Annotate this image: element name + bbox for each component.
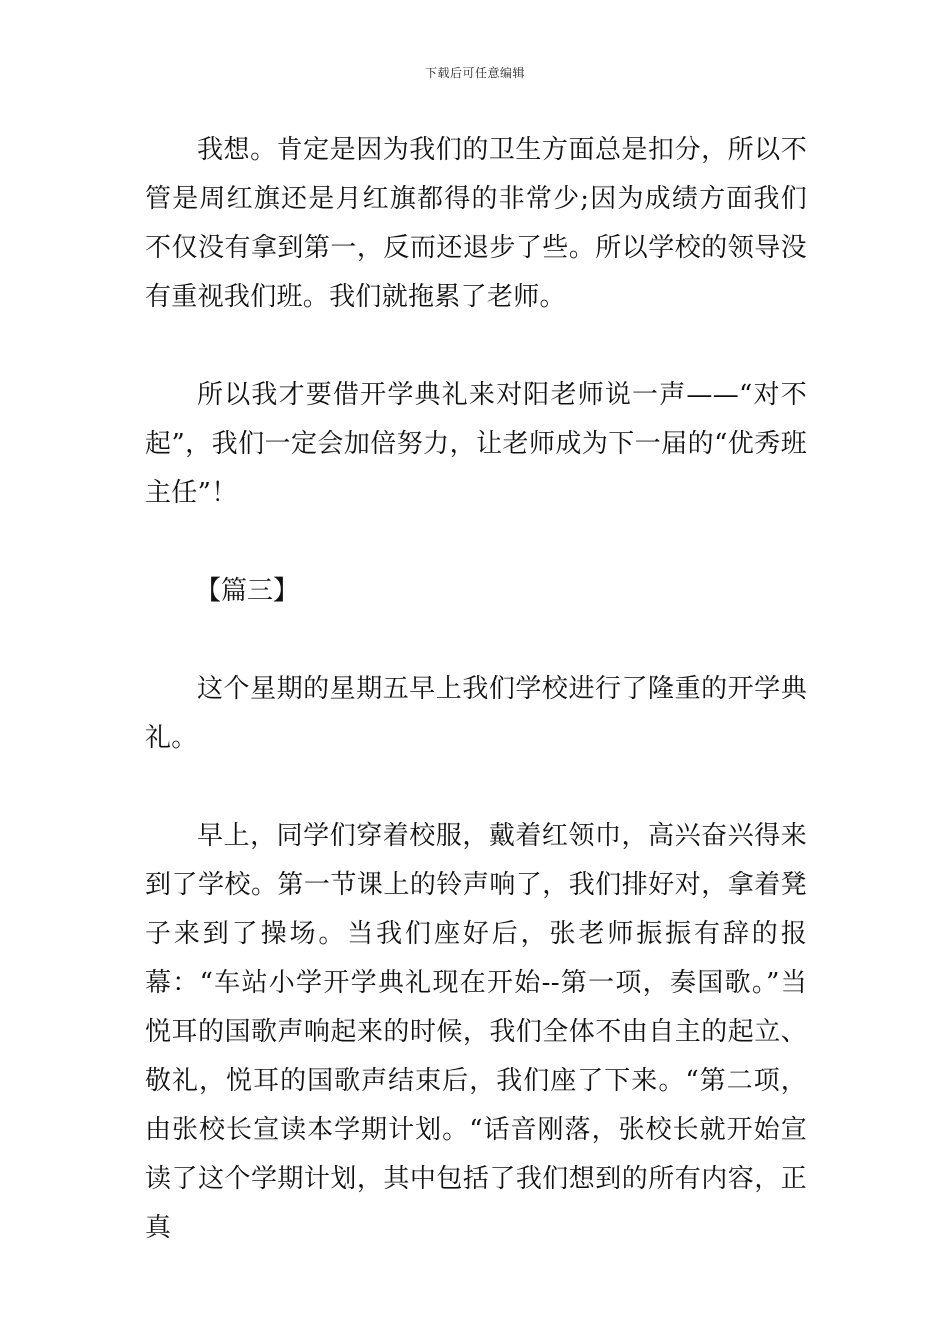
- paragraph-4: 早上，同学们穿着校服，戴着红领巾，高兴奋兴得来到了学校。第一节课上的铃声响了，我们排好对，拿着凳子来到了操场。当我们座好后，张老师振振有辞的报幕：“车站小学开学典礼现在开始--第一项，奏国歌。”当悦耳的国歌声响起来的时候，我们全体不由自主的起立、敬礼，悦耳的国歌声结束后，我们座了下来。“第二项，由张校长宣读本学期计划。“话音刚落，张校长就开始宣读了这个学期计划，其中包括了我们想到的所有内容，正真: [145, 821, 807, 1243]
- paragraph-gap: [145, 763, 807, 812]
- section-heading: 【篇三】: [195, 576, 300, 606]
- paragraph-1: 我想。肯定是因为我们的卫生方面总是扣分，所以不管是周红旗还是月红旗都得的非常少;因为成绩方面我们不仅没有拿到第一，反而还退步了些。所以学校的领导没有重视我们班。我们就拖累了老师。: [145, 135, 807, 312]
- paragraph-gap: [145, 518, 807, 567]
- paragraph-gap: [145, 322, 807, 371]
- document-body: [145, 126, 807, 1253]
- paragraph-gap: [145, 616, 807, 665]
- paragraph-3: 这个星期的星期五早上我们学校进行了隆重的开学典礼。: [145, 674, 807, 753]
- page-header: 下载后可任意编辑: [424, 66, 525, 80]
- paragraph-2: 所以我才要借开学典礼来对阳老师说一声——“对不起”，我们一定会加倍努力，让老师成为下一届的“优秀班主任”！: [145, 380, 807, 508]
